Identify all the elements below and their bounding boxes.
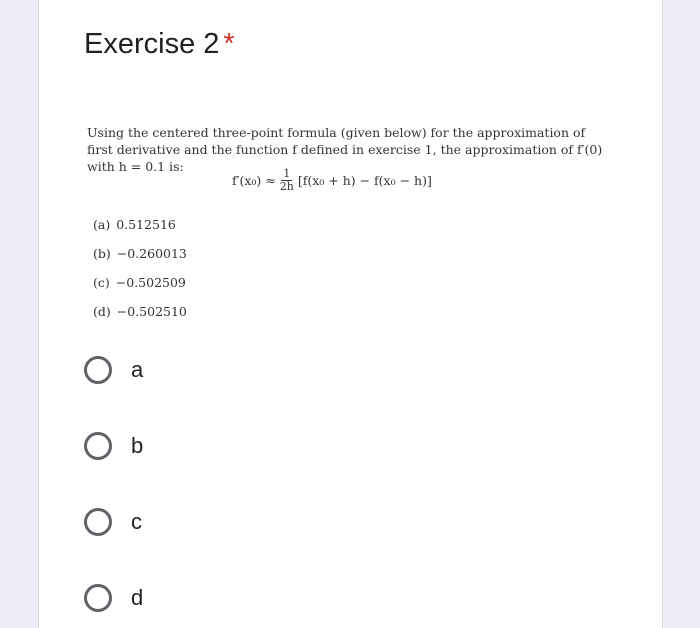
- choice-a: [93, 212, 187, 241]
- formula-lhs: f′(x₀) ≈: [232, 173, 276, 188]
- radio-button[interactable]: [84, 584, 112, 612]
- choice-value: −0.260013: [116, 246, 187, 261]
- radio-option-b[interactable]: [84, 432, 143, 460]
- radio-option-label[interactable]: d: [131, 585, 144, 610]
- question-title-text: Exercise 2: [84, 28, 220, 60]
- radio-button[interactable]: [84, 356, 112, 384]
- choice-d: [93, 299, 187, 328]
- radio-option-a[interactable]: [84, 356, 143, 384]
- radio-button[interactable]: [84, 432, 112, 460]
- radio-option-c[interactable]: [84, 508, 142, 536]
- choice-c: [93, 270, 187, 299]
- formula-fraction: [280, 168, 294, 193]
- question-card: [38, 0, 663, 628]
- choice-value: −0.502509: [115, 275, 186, 290]
- formula-denominator: 2h: [279, 180, 294, 193]
- formula-rhs: [f(x₀ + h) − f(x₀ − h)]: [297, 173, 432, 188]
- choice-value: −0.502510: [116, 304, 187, 319]
- radio-button[interactable]: [84, 508, 112, 536]
- choice-value: 0.512516: [116, 217, 176, 232]
- answer-choices-list: [93, 212, 187, 328]
- radio-option-label[interactable]: a: [131, 357, 144, 382]
- choice-b: [93, 241, 187, 270]
- radio-option-label[interactable]: c: [131, 509, 142, 534]
- choice-label: (a): [93, 217, 111, 232]
- radio-option-label[interactable]: b: [131, 433, 144, 458]
- question-title: [84, 28, 235, 61]
- choice-label: (b): [93, 246, 111, 261]
- formula-numerator: 1: [283, 167, 291, 180]
- radio-option-d[interactable]: [84, 584, 143, 612]
- required-asterisk: *: [223, 28, 235, 60]
- formula: [232, 168, 432, 193]
- question-text: Using the centered three-point formula (given below) for the approximation of first derivative and the function f defined in exercise 1, the approximation of f′(0) with h = 0.1 is:: [87, 125, 603, 174]
- choice-label: (d): [93, 304, 111, 319]
- choice-label: (c): [93, 275, 110, 290]
